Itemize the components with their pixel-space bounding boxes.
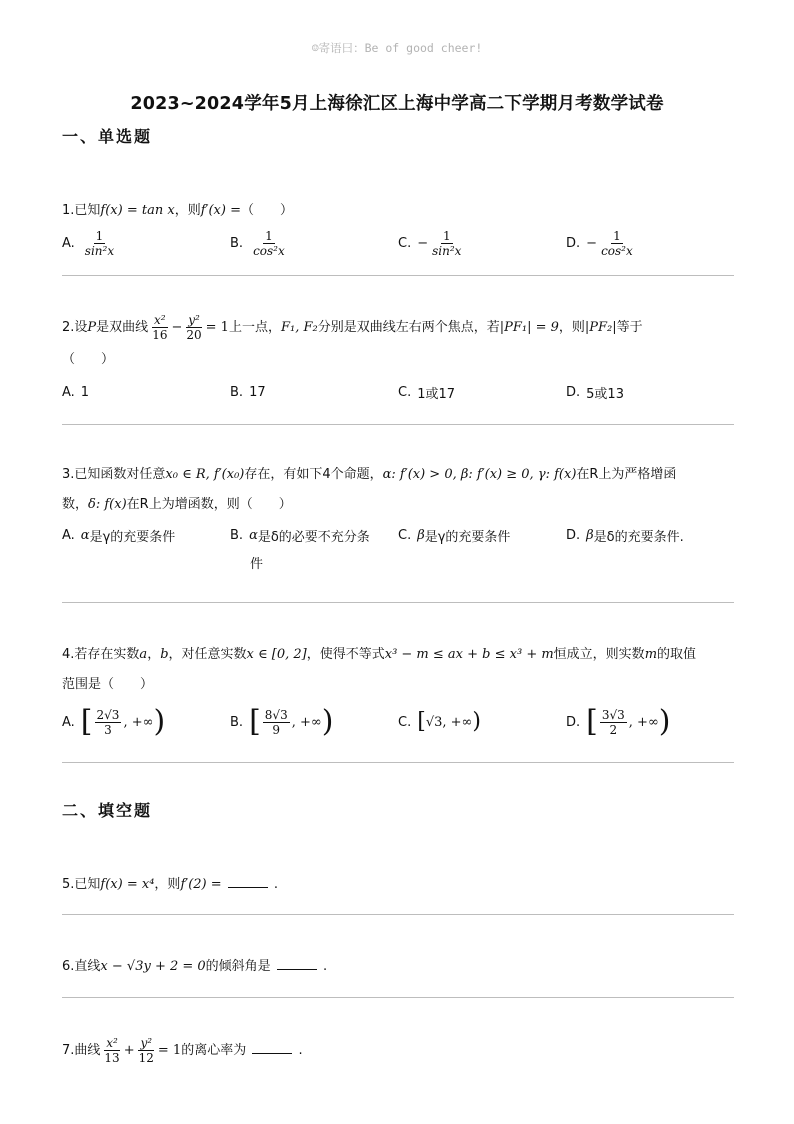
divider bbox=[62, 914, 734, 915]
divider bbox=[62, 762, 734, 763]
question-4 bbox=[62, 640, 736, 744]
divider bbox=[62, 997, 734, 998]
question-1 bbox=[62, 196, 736, 260]
section-fill-blank: 二、填空题 bbox=[62, 801, 153, 820]
option-b[interactable]: B. 17 bbox=[230, 384, 266, 400]
page-title: 2023~2024学年5月上海徐汇区上海中学高二下学期月考数学试卷 bbox=[130, 94, 664, 114]
option-b-wrap: 件 bbox=[250, 557, 264, 572]
question-1-options bbox=[62, 226, 736, 260]
question-2-options bbox=[62, 375, 736, 409]
option-c[interactable]: C. − $\frac{1}{\text{sin²x}}$ bbox=[398, 228, 462, 258]
divider bbox=[62, 602, 734, 603]
answer-blank[interactable] bbox=[277, 957, 317, 970]
answer-blank[interactable] bbox=[252, 1041, 292, 1054]
question-7 bbox=[62, 1032, 736, 1070]
answer-blank[interactable] bbox=[228, 875, 268, 888]
question-7-stem: 7.曲线 $\frac{\text{x²}}{13}$ + $\frac{\text{y²}}{12}$ = 1的离心率为 . bbox=[62, 1036, 303, 1065]
option-c[interactable]: C. 1或17 bbox=[398, 384, 456, 402]
question-1-stem: 1.已知f(x) = tan x，则f′(x) =（ ） bbox=[62, 203, 293, 218]
option-c[interactable]: C. [ √3, +∞ ) bbox=[398, 709, 481, 734]
option-b[interactable]: B. α 是δ的必要不充分条 bbox=[230, 527, 370, 545]
option-d[interactable]: D. [ $\frac{3√3}{2}$ , +∞ ) bbox=[566, 704, 671, 739]
divider bbox=[62, 275, 734, 276]
question-3-stem: 3.已知函数对任意x₀ ∈ R, f′(x₀)存在，有如下4个命题，α: f′(x) > 0, β: f′(x) ≥ 0, γ: f(x)在R上为严格增函 bbox=[62, 467, 677, 482]
option-d[interactable]: D. 5或13 bbox=[566, 384, 624, 402]
section-single-choice: 一、单选题 bbox=[62, 127, 153, 146]
question-4-stem: 4.若存在实数a，b，对任意实数x ∈ [0, 2]，使得不等式x³ − m ≤ ax + b ≤ x³ + m恒成立，则实数m的取值 bbox=[62, 647, 697, 662]
option-a[interactable]: A. 1 bbox=[62, 384, 90, 400]
option-d[interactable]: D. − $\frac{1}{\text{cos²x}}$ bbox=[566, 228, 633, 258]
question-4-stem-line2: 范围是（ ） bbox=[62, 677, 154, 692]
question-6 bbox=[62, 952, 736, 982]
option-b[interactable]: B. [ $\frac{8√3}{9}$ , +∞ ) bbox=[230, 704, 334, 739]
question-3-options bbox=[62, 520, 736, 584]
option-b[interactable]: B. $\frac{1}{\text{cos²x}}$ bbox=[230, 228, 285, 258]
divider bbox=[62, 424, 734, 425]
question-5-stem: 5.已知f(x) = x⁴，则f′(2) = . bbox=[62, 877, 279, 892]
option-a[interactable]: A. $\frac{1}{\text{sin²x}}$ bbox=[62, 228, 115, 258]
option-c[interactable]: C. β 是γ的充要条件 bbox=[398, 527, 511, 545]
question-2 bbox=[62, 311, 736, 409]
option-a[interactable]: A. [ $\frac{2√3}{3}$ , +∞ ) bbox=[62, 704, 166, 739]
question-2-stem: 2.设P是双曲线 $\frac{\text{x²}}{16}$ − $\frac{\text{y²}}{20}$ = 1上一点，F₁, F₂分别是双曲线左右两个焦点，若|PF₁| = 9，则|PF₂|等于 bbox=[62, 313, 643, 342]
motto: ☺寄语曰：Be of good cheer! bbox=[311, 41, 483, 55]
question-4-options bbox=[62, 700, 736, 744]
question-3-stem-line2: 数，δ: f(x)在R上为增函数，则（ ） bbox=[62, 497, 292, 512]
question-5 bbox=[62, 870, 736, 900]
question-6-stem: 6.直线x − √3y + 2 = 0的倾斜角是 . bbox=[62, 959, 328, 974]
question-2-stem-line2: （ ） bbox=[62, 352, 115, 367]
question-3 bbox=[62, 460, 736, 584]
option-a[interactable]: A. α 是γ的充要条件 bbox=[62, 527, 176, 545]
option-d[interactable]: D. β 是δ的充要条件. bbox=[566, 527, 684, 545]
